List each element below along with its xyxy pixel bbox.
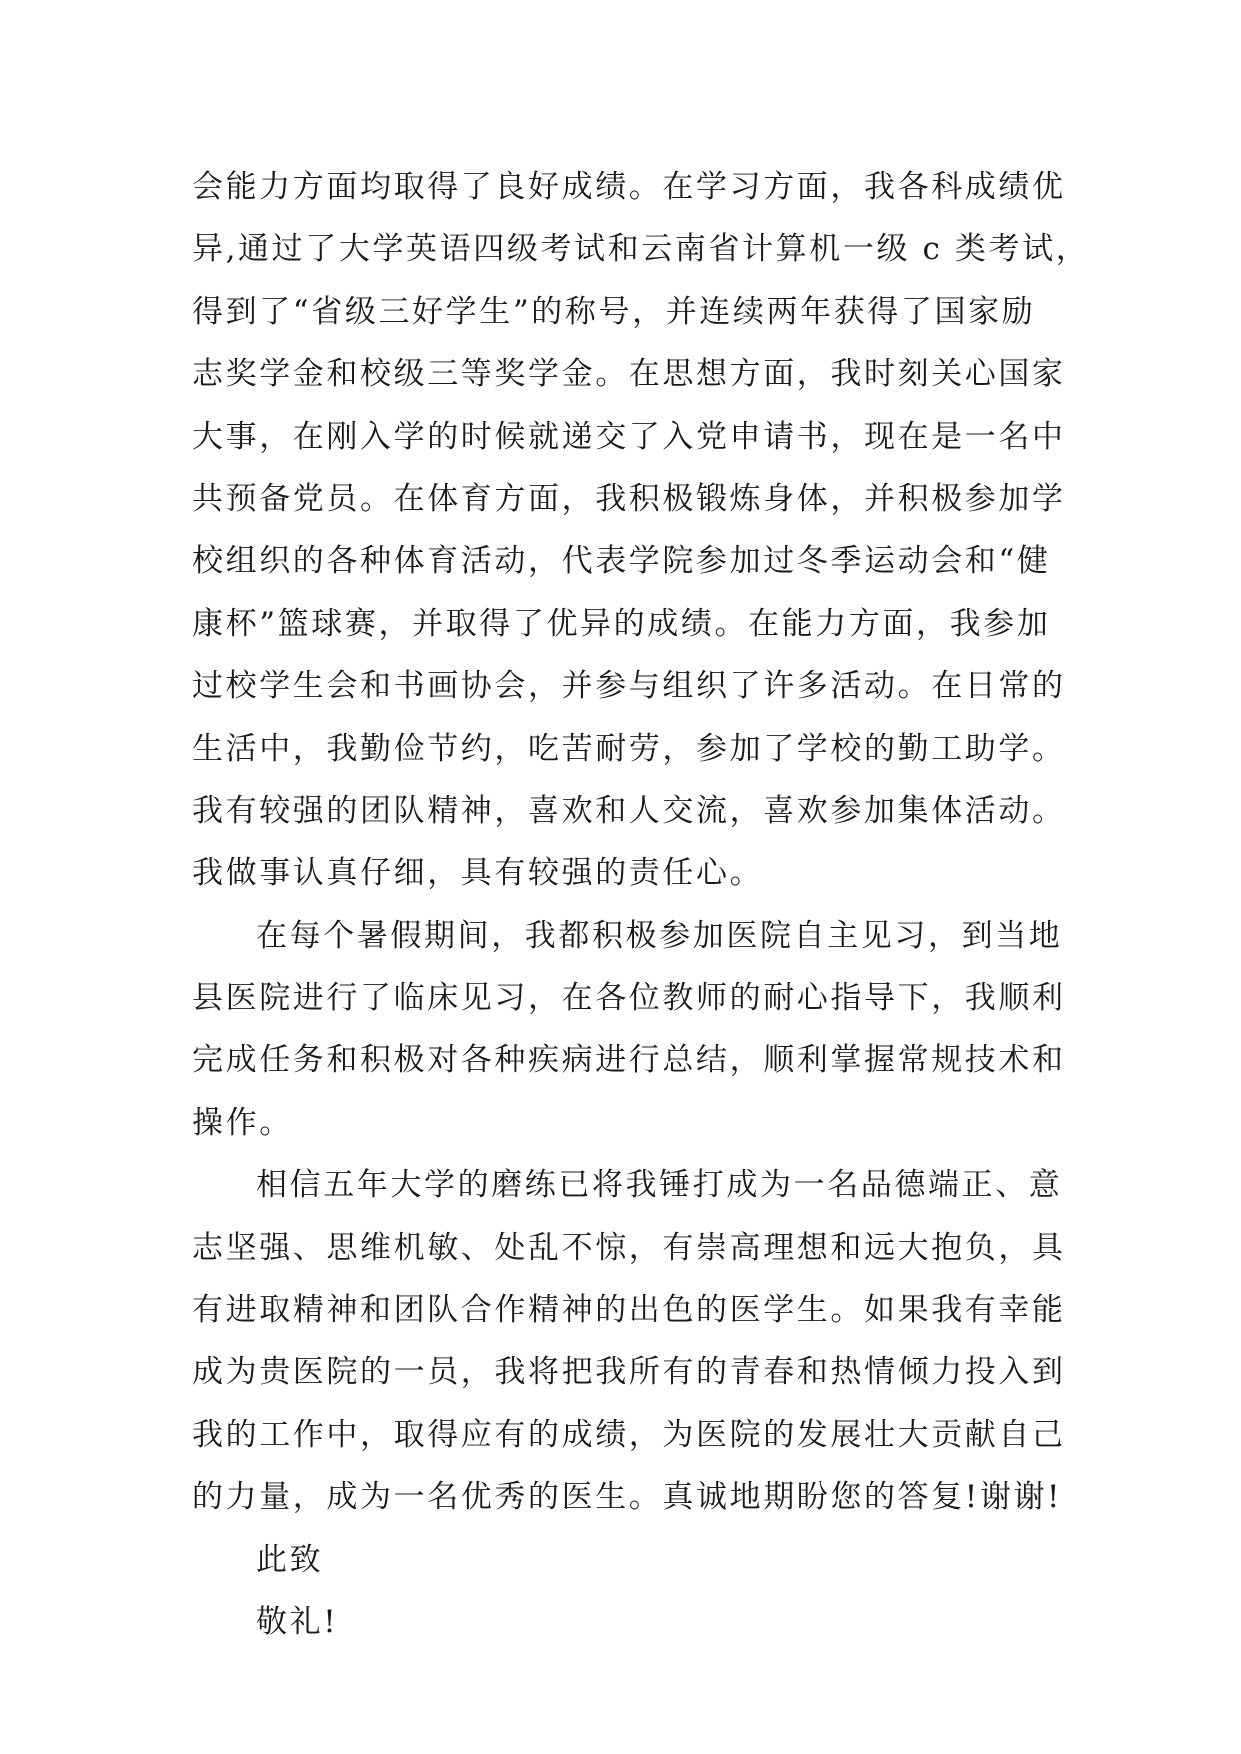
text-line: 康杯”篮球赛，并取得了优异的成绩。在能力方面，我参加: [192, 605, 1051, 642]
text-line: 县医院进行了临床见习，在各位教师的耐心指导下，我顺利: [192, 980, 1066, 1017]
text-line: 完成任务和积极对各种疾病进行总结，顺利掌握常规技术和: [192, 1042, 1066, 1079]
closing-regards: 敬礼!: [256, 1603, 339, 1640]
paragraph-start-line: 在每个暑假期间，我都积极参加医院自主见习，到当地: [256, 917, 1063, 954]
text-line: 志坚强、思维机敏、处乱不惊，有崇高理想和远大抱负，具: [192, 1229, 1066, 1266]
text-line: 异,通过了大学英语四级考试和云南省计算机一级 c 类考试，: [192, 231, 1090, 268]
text-line: 我有较强的团队精神，喜欢和人交流，喜欢参加集体活动。: [192, 792, 1066, 829]
paragraph-start-line: 相信五年大学的磨练已将我锤打成为一名品德端正、意: [256, 1167, 1063, 1204]
text-line: 有进取精神和团队合作精神的出色的医学生。如果我有幸能: [192, 1292, 1066, 1329]
text-line: 生活中，我勤俭节约，吃苦耐劳，参加了学校的勤工助学。: [192, 730, 1066, 767]
text-line: 大事，在刚入学的时候就递交了入党申请书，现在是一名中: [192, 418, 1066, 455]
text-line: 过校学生会和书画协会，并参与组织了许多活动。在日常的: [192, 668, 1066, 705]
letter-body: [192, 156, 1090, 1653]
text-line: 会能力方面均取得了良好成绩。在学习方面，我各科成绩优: [192, 169, 1066, 205]
text-line: 校组织的各种体育活动，代表学院参加过冬季运动会和“健: [192, 543, 1051, 580]
text-line: 的力量，成为一名优秀的医生。真诚地期盼您的答复!谢谢!: [192, 1479, 1063, 1516]
text-line: 操作。: [192, 1104, 293, 1141]
closing-salutation: 此致: [256, 1541, 324, 1578]
text-line: 志奖学金和校级三等奖学金。在思想方面，我时刻关心国家: [192, 356, 1066, 393]
text-line: 我做事认真仔细，具有较强的责任心。: [192, 855, 764, 892]
text-line: 成为贵医院的一员，我将把我所有的青春和热情倾力投入到: [192, 1354, 1066, 1391]
text-line: 我的工作中，取得应有的成绩，为医院的发展壮大贡献自己: [192, 1416, 1066, 1453]
text-line: 共预备党员。在体育方面，我积极锻炼身体，并积极参加学: [192, 480, 1066, 517]
text-line: 得到了“省级三好学生”的称号，并连续两年获得了国家励: [192, 293, 1036, 330]
